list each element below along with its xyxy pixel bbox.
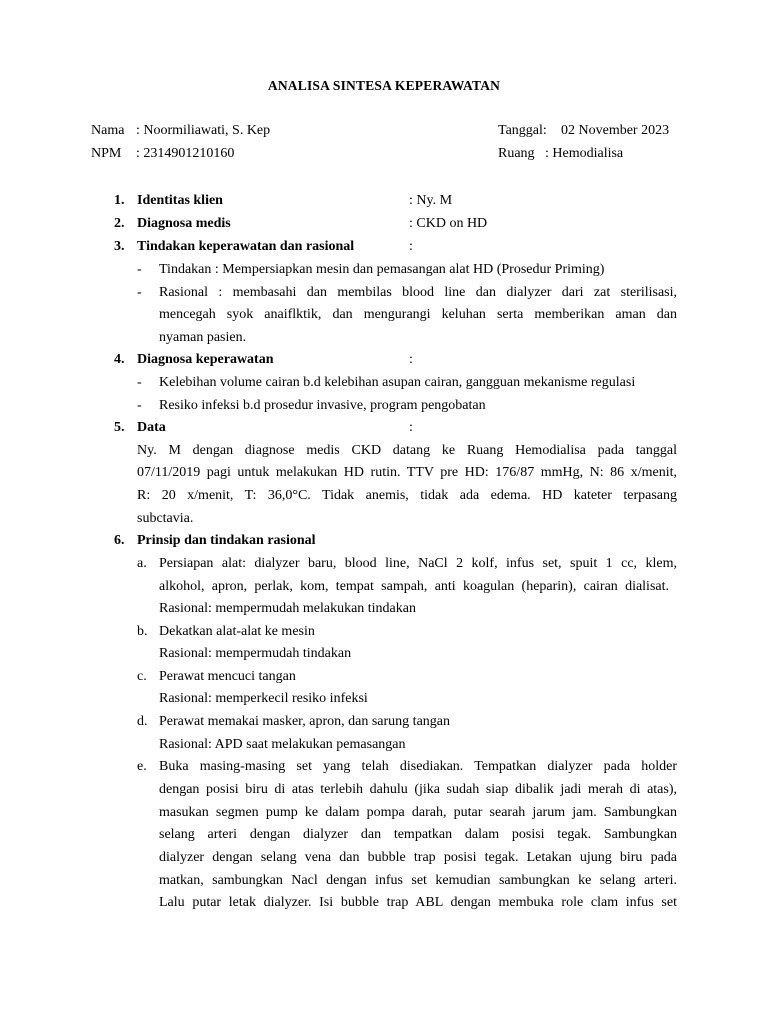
section-label-diagnosa-medis: Diagnosa medis xyxy=(137,216,231,231)
diagnosa-item: Kelebihan volume cairan b.d kelebihan asupan cairan, gangguan mekanisme regulasi xyxy=(159,375,636,390)
step-letter: e. xyxy=(137,759,147,774)
npm-label: NPM xyxy=(91,146,122,161)
section-label-prinsip: Prinsip dan tindakan rasional xyxy=(137,533,316,548)
step-e-line: dengan posisi biru di atas terlebih dahulu (jika sudah siap dibalik jadi merah di atas), xyxy=(159,782,677,797)
step-letter: c. xyxy=(137,669,147,684)
step-b-line: Dekatkan alat-alat ke mesin xyxy=(159,624,315,639)
section-number: 4. xyxy=(114,352,125,367)
step-a-line: alkohol, apron, perlak, kom, tempat sampah, anti koagulan (heparin), cairan dialisat. xyxy=(159,579,669,594)
step-e-line: matkan, sambungkan Nacl dengan infus set kemudian sambungkan ke selang arteri. xyxy=(159,873,677,888)
tanggal-label: Tanggal: xyxy=(498,123,547,138)
section-label-identitas: Identitas klien xyxy=(137,193,223,208)
tanggal-value: 02 November 2023 xyxy=(561,123,670,138)
section-label-tindakan: Tindakan keperawatan dan rasional xyxy=(137,239,355,254)
step-a-line: Persiapan alat: dialyzer baru, blood line, NaCl 2 kolf, infus set, spuit 1 cc, klem, xyxy=(159,556,677,571)
bullet-dash: - xyxy=(137,398,142,413)
npm-value: : 2314901210160 xyxy=(136,146,235,161)
ruang-value: : Hemodialisa xyxy=(545,146,624,161)
nama-label: Nama xyxy=(91,123,125,138)
section-number: 3. xyxy=(114,239,125,254)
data-paragraph-line: R: 20 x/menit, T: 36,0°C. Tidak anemis, tidak ada edema. HD kateter terpasang xyxy=(137,488,677,503)
step-e-line: dialyzer dengan selang vena dan bubble trap posisi tegak. Letakan ujung biru pada xyxy=(159,850,677,865)
nama-value: : Noormiliawati, S. Kep xyxy=(136,123,271,138)
bullet-dash: - xyxy=(137,285,142,300)
section-number: 1. xyxy=(114,193,125,208)
data-paragraph-line: Ny. M dengan diagnose medis CKD datang ke Ruang Hemodialisa pada tanggal xyxy=(137,443,677,458)
step-letter: b. xyxy=(137,624,148,639)
data-paragraph-line: 07/11/2019 pagi untuk melakukan HD rutin. TTV pre HD: 176/87 mmHg, N: 86 x/menit, xyxy=(137,465,677,480)
step-d-line: Perawat memakai masker, apron, dan sarung tangan xyxy=(159,714,450,729)
step-a-rasional: Rasional: mempermudah melakukan tindakan xyxy=(159,601,416,616)
step-d-rasional: Rasional: APD saat melakukan pemasangan xyxy=(159,737,406,752)
step-e-line: masukan segmen pump ke dalam pompa darah, putar searah jarum jam. Sambungkan xyxy=(159,805,677,820)
step-letter: d. xyxy=(137,714,148,729)
section-label-data: Data xyxy=(137,420,166,435)
section-label-diagnosa-keperawatan: Diagnosa keperawatan xyxy=(137,352,274,367)
step-c-line: Perawat mencuci tangan xyxy=(159,669,296,684)
diagnosa-medis-value: : CKD on HD xyxy=(409,216,488,231)
section-number: 6. xyxy=(114,533,125,548)
rasional-line: Rasional : membasahi dan membilas blood line dan dialyzer dari zat sterilisasi, xyxy=(159,285,677,300)
ruang-label: Ruang xyxy=(498,146,535,161)
step-e-line: Lalu putar letak dialyzer. Isi bubble trap ABL dengan membuka role clam infus set xyxy=(159,895,677,910)
data-paragraph-line: subctavia. xyxy=(137,511,194,526)
step-e-line: selang arteri dengan dialyzer dan tempatkan dalam posisi tegak. Sambungkan xyxy=(159,827,677,842)
section-number: 2. xyxy=(114,216,125,231)
document-title: ANALISA SINTESA KEPERAWATAN xyxy=(267,78,501,93)
rasional-line: mencegah syok anaiflktik, dan mengurangi keluhan serta memberikan aman dan xyxy=(159,307,677,322)
data-colon: : xyxy=(409,420,413,435)
diagnosa-item: Resiko infeksi b.d prosedur invasive, program pengobatan xyxy=(159,398,486,413)
step-letter: a. xyxy=(137,556,147,571)
identitas-value: : Ny. M xyxy=(409,193,453,208)
tindakan-text: Tindakan : Mempersiapkan mesin dan pemasangan alat HD (Prosedur Priming) xyxy=(159,262,605,277)
diagnosa-keperawatan-colon: : xyxy=(409,352,413,367)
step-b-rasional: Rasional: mempermudah tindakan xyxy=(159,646,352,661)
tindakan-colon: : xyxy=(409,239,413,254)
rasional-line: nyaman pasien. xyxy=(159,330,247,345)
step-c-rasional: Rasional: memperkecil resiko infeksi xyxy=(159,691,368,706)
bullet-dash: - xyxy=(137,262,142,277)
bullet-dash: - xyxy=(137,375,142,390)
section-number: 5. xyxy=(114,420,125,435)
step-e-line: Buka masing-masing set yang telah disediakan. Tempatkan dialyzer pada holder xyxy=(159,759,677,774)
